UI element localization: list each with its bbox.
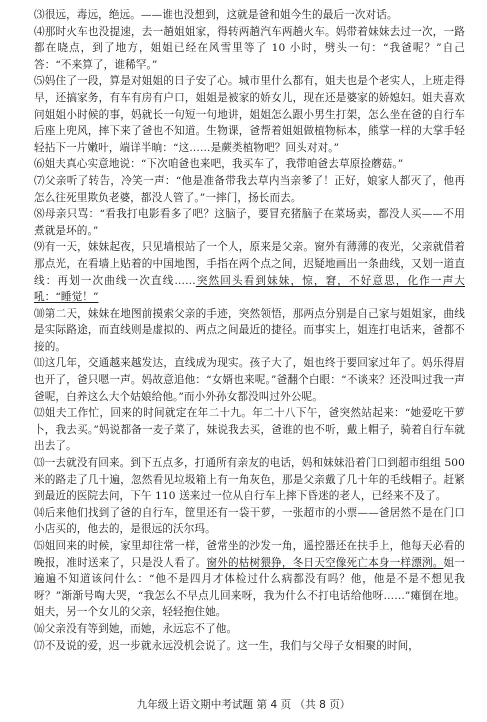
paragraph-p17	[34, 638, 465, 655]
underlined-sentence: 突然回头看到妹妹，惊，窘，不好意思，化作一声大吼：“睡觉！”	[34, 274, 465, 304]
paragraph-text: ⑽第二天，妹妹在地图前摸索父亲的手迹，突然领悟，那两点分别是自己家与姐姐家，曲线是实际路途，而直线则是虚拟的、两点之间最近的捷径。而事实上，姐连打电话来，爸都不接的。	[34, 307, 465, 353]
paragraph-text: ⒄不及说的爱，迟一步就永远没机会说了。这一生，我们与父母子女相聚的时间，	[34, 639, 419, 652]
paragraph-text: ⑷那时火车也没提速，去一趟姐姐家，得转两趟汽车两趟火车。妈带着妹妹去过一次，一路都在晓点，到了地方，姐姐已经在风雪里等了 10 小时，劈头一句：“我爸呢？”自己答：“不来算了，谁稀罕。”	[34, 25, 465, 71]
paragraph-p9	[34, 239, 465, 305]
paragraph-text: ⑿姐夫工作忙，回来的时间就定在年二十九。年二十八下午，爸突然站起来：“她爱吃干萝卜，我去买。”妈说都备一麦子菜了，妹说我去买，爸谁的也不听，戴上帽子，骑着自行车就出去了。	[34, 407, 465, 453]
paragraph-p7	[34, 173, 465, 206]
paragraph-text: ⑶很远，毒远，绝远。——谁也没想到，这就是爸和姐今生的最后一次对话。	[34, 9, 398, 21]
paragraph-p14	[34, 505, 465, 538]
paragraph-text: ⑺父亲听了转告，冷笑一声：“他是准备带我去草内当亲爹了！正好，娘家人都灭了，他再怎么往死里欺负老婆，都没人管了。”一摔门，扬长而去。	[34, 174, 465, 204]
page-footer: 九年级上语文期中考试题 第 4 页 （共 8 页）	[136, 699, 351, 711]
paragraph-text: ⑾这几年，交通越来越发达，直线成为现实。孩子大了，姐也终于要回家过年了。妈乐得眉也开了，爸只嗯一声。妈故意追他：“女婿也来呢。”爸翻个白眼：“不谈来？还没叫过我一声爸呢，白养这么大个姑娘给他。”而小外孙女都没叫过外公呢。	[34, 357, 465, 403]
paragraph-p13	[34, 455, 465, 505]
paragraph-text: ⒃父亲没有等到她，而她，永远忘不了他。	[34, 622, 238, 635]
paragraph-text: ⒀一去就没有回来。到下五点多，打通所有亲友的电话，妈和妹妹沿着门口到超市组组 500 米的路走了几十遍，忽然看见垃圾箱上有一角灰色，那是父亲戴了几十年的毛线帽子。赶紧到最近的医院去问，下午 110 送来过一位从自行车上摔下昏迷的老人，已经来不及了。	[34, 457, 465, 503]
paragraph-text: ⑸妈住了一段，算是对姐姐的日子安了心。城市里什么都有，姐夫也是个老实人，上班走得早，还搞家务，有车有房有户口，姐姐是被家的娇女儿，现在还是婆家的娇媳妇。姐夫喜欢问姐姐小时候的事，妈就长一句短一句地讲，姐姐怎么跟小男生打架，怎么坐在爸的自行车后座上兜风，摔下来了爸也不知道。生物课，爸帮着姐姐做植物标本，熊掌一样的大掌手轻轻拈下一片嫩叶，端详半晌：“这……是蕨类植物吧？回头对对。”	[34, 75, 465, 154]
paragraph-p10	[34, 306, 465, 356]
paragraph-text: ⑻母亲只骂：“看我打电影看多了吧？这脑子，要冒充猪脑子在菜场卖，都没人买——不用煮就是坏的。”	[34, 208, 465, 237]
paragraph-text: ⑼有一天，妹妹起夜，只见墙根站了一个人，原来是父亲。窗外有薄薄的夜光，父亲就借着那点光，在看墙上贴着的中国地图，手指在两个点之间，迟疑地画出一条曲线，又划一道直线：再划一次曲线一次直线……	[34, 241, 465, 287]
paragraph-p15	[34, 538, 465, 621]
paragraph-text: ⒂姐回来的时候，家里却往常一样，爸常坐的沙发一角，遥控器还在扶手上，他每天必看的晚报，准时送来了，只是没人看了。	[34, 540, 465, 569]
paragraph-p11	[34, 355, 465, 405]
underlined-sentence: 窗外的枯树猥狰，冬日天空像死亡本身一样漂洌。	[206, 556, 444, 569]
paragraph-p8	[34, 206, 465, 239]
article-body	[34, 7, 465, 654]
paragraph-text: ⒁后来他们找到了爸的自行车，筐里还有一袋干萝，一张超市的小票——爸居然不是在门口小店买的，他去的，是很远的沃尔玛。	[34, 506, 465, 536]
paragraph-p16	[34, 621, 465, 638]
paragraph-p5	[34, 73, 465, 156]
paragraph-p12	[34, 405, 465, 455]
paragraph-text: 姐一遍遍不知道该问什么：“他不是四月才体检过什么病都没有吗？他，他是不是不想见我呀？”渐渐号啕大哭，“我怎么不早点儿回来呀，我为什么不打电话给他呀……”瘫倒在地。姐夫，另一个女儿的父亲，轻轻抱住她。	[34, 556, 466, 619]
paragraph-p4	[34, 24, 465, 74]
paragraph-text: ⑹姐夫真心实意地说：“下次咱爸也来吧，我买车了，我带咱爸去草原捡蘑菇。”	[34, 158, 404, 171]
paragraph-p3	[34, 7, 465, 24]
paragraph-p6	[34, 156, 465, 173]
